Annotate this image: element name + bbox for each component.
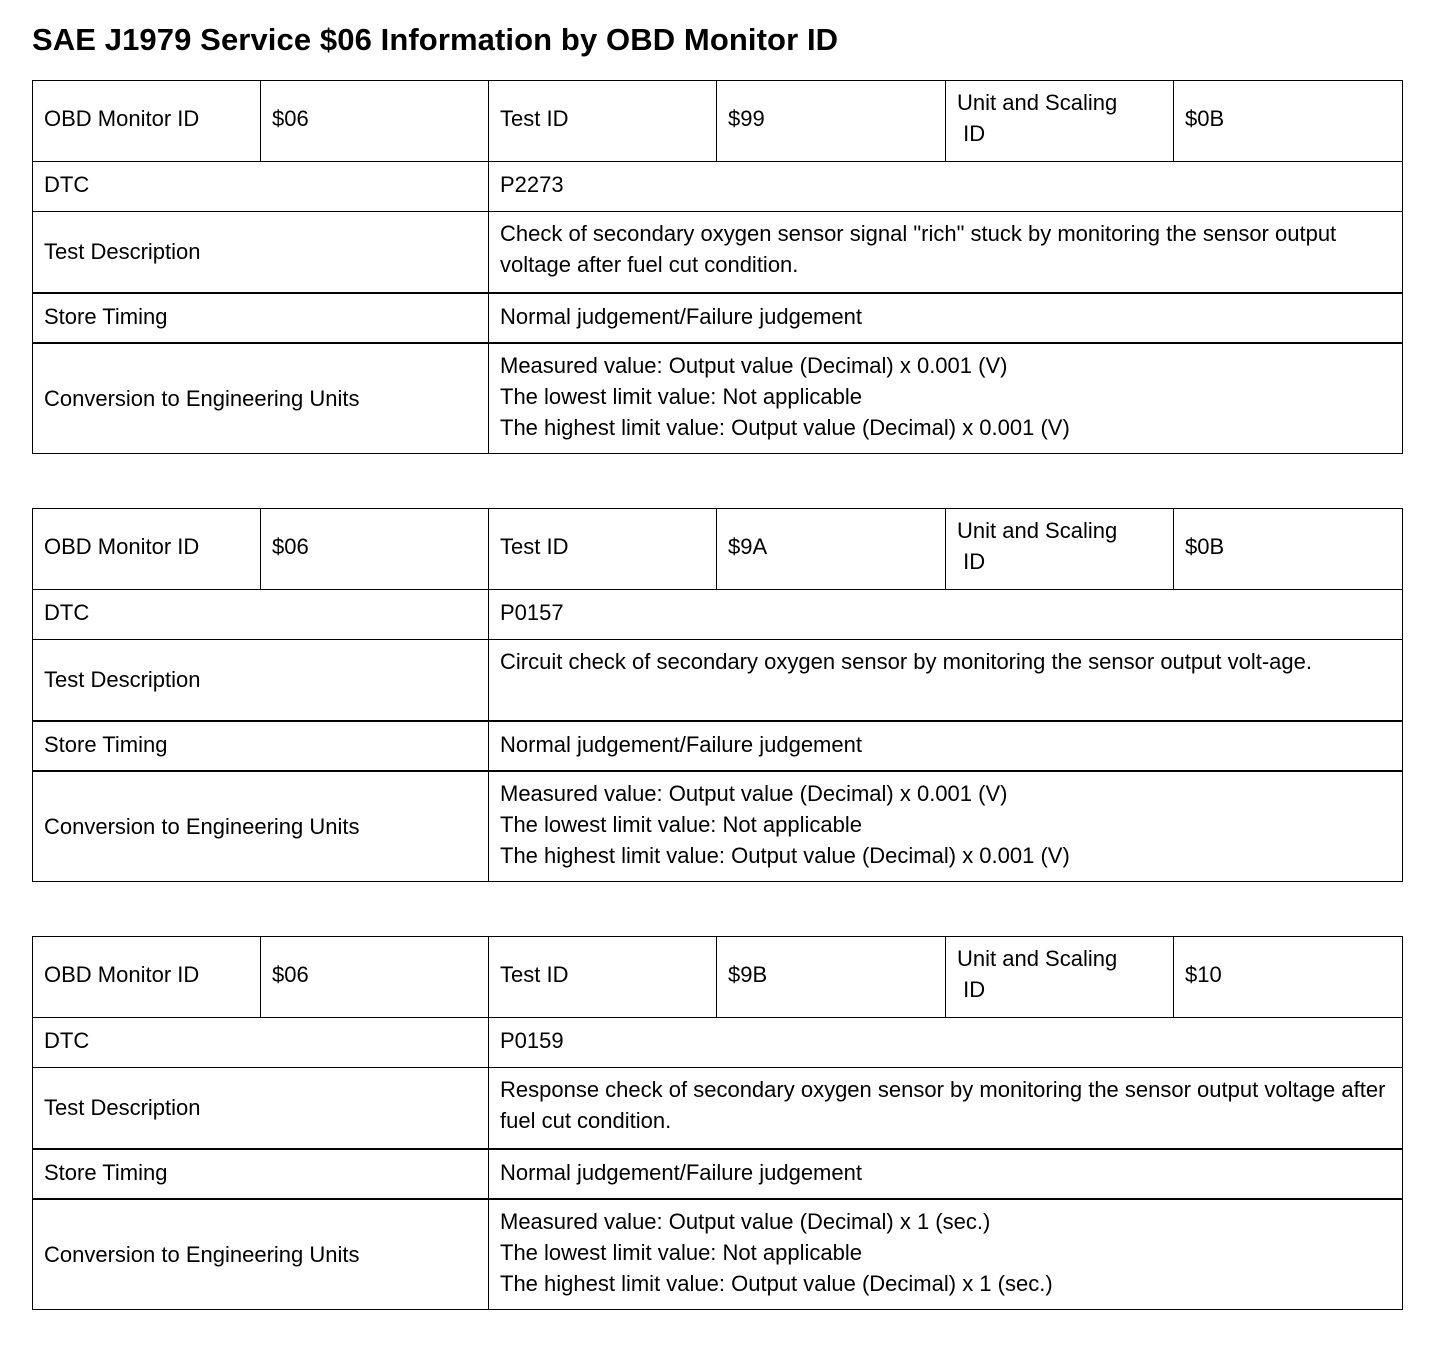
unit-scaling-label-line1: Unit and Scaling: [957, 90, 1118, 115]
store-timing-label: Store Timing: [33, 721, 489, 771]
unit-scaling-label-line1: Unit and Scaling: [957, 946, 1118, 971]
test-description-label: Test Description: [33, 212, 489, 293]
unit-scaling-id-value: $0B: [1174, 81, 1403, 162]
test-description-value: Response check of secondary oxygen sensor by monitoring the sensor output voltage after fuel cut condition.: [489, 1068, 1403, 1149]
dtc-row: [33, 162, 1403, 212]
monitor-table: [32, 508, 1403, 882]
dtc-label: DTC: [33, 162, 489, 212]
dtc-row: [33, 590, 1403, 640]
dtc-value: P0159: [489, 1018, 1403, 1068]
unit-scaling-label-line2: ID: [957, 977, 986, 1002]
measured-value-line: Measured value: Output value (Decimal) x 0.001 (V): [500, 780, 1008, 806]
header-row: [33, 937, 1403, 1018]
store-timing-value: Normal judgement/Failure judgement: [489, 1149, 1403, 1199]
store-timing-row: [33, 721, 1403, 771]
conversion-row: [33, 771, 1403, 882]
obd-monitor-id-label: OBD Monitor ID: [33, 509, 261, 590]
dtc-value: P0157: [489, 590, 1403, 640]
test-id-value: $99: [717, 81, 946, 162]
conversion-value: [489, 1199, 1403, 1310]
obd-monitor-id-value: $06: [261, 509, 489, 590]
obd-monitor-id-value: $06: [261, 81, 489, 162]
unit-scaling-id-value: $10: [1174, 937, 1403, 1018]
dtc-label: DTC: [33, 1018, 489, 1068]
store-timing-row: [33, 1149, 1403, 1199]
test-description-label: Test Description: [33, 1068, 489, 1149]
conversion-value: [489, 343, 1403, 454]
test-id-label: Test ID: [489, 937, 717, 1018]
lowest-limit-line: The lowest limit value: Not applicable: [500, 811, 862, 837]
test-id-label: Test ID: [489, 81, 717, 162]
monitor-table: [32, 80, 1403, 454]
measured-value-line: Measured value: Output value (Decimal) x 0.001 (V): [500, 352, 1008, 378]
unit-scaling-label-line2: ID: [957, 121, 986, 146]
unit-scaling-id-label: [946, 509, 1174, 590]
unit-scaling-id-label: [946, 937, 1174, 1018]
unit-scaling-label-line2: ID: [957, 549, 986, 574]
obd-monitor-id-label: OBD Monitor ID: [33, 937, 261, 1018]
conversion-value: [489, 771, 1403, 882]
test-description-label: Test Description: [33, 640, 489, 721]
service-06-tables: [32, 80, 1402, 1364]
conversion-row: [33, 343, 1403, 454]
conversion-row: [33, 1199, 1403, 1310]
test-description-value: Circuit check of secondary oxygen sensor by monitoring the sensor output volt-age.: [489, 640, 1403, 721]
highest-limit-line: The highest limit value: Output value (Decimal) x 0.001 (V): [500, 414, 1070, 440]
test-description-row: [33, 212, 1403, 293]
test-description-row: [33, 1068, 1403, 1149]
highest-limit-line: The highest limit value: Output value (Decimal) x 1 (sec.): [500, 1270, 1053, 1296]
store-timing-label: Store Timing: [33, 1149, 489, 1199]
dtc-value: P2273: [489, 162, 1403, 212]
dtc-label: DTC: [33, 590, 489, 640]
unit-scaling-id-label: [946, 81, 1174, 162]
conversion-label: Conversion to Engineering Units: [33, 343, 489, 454]
highest-limit-line: The highest limit value: Output value (Decimal) x 0.001 (V): [500, 842, 1070, 868]
store-timing-row: [33, 293, 1403, 343]
lowest-limit-line: The lowest limit value: Not applicable: [500, 1239, 862, 1265]
unit-scaling-id-value: $0B: [1174, 509, 1403, 590]
store-timing-label: Store Timing: [33, 293, 489, 343]
lowest-limit-line: The lowest limit value: Not applicable: [500, 383, 862, 409]
unit-scaling-label-line1: Unit and Scaling: [957, 518, 1118, 543]
store-timing-value: Normal judgement/Failure judgement: [489, 721, 1403, 771]
monitor-table: [32, 936, 1403, 1310]
test-id-value: $9A: [717, 509, 946, 590]
test-id-label: Test ID: [489, 509, 717, 590]
obd-monitor-id-label: OBD Monitor ID: [33, 81, 261, 162]
page-title: SAE J1979 Service $06 Information by OBD Monitor ID: [32, 22, 839, 57]
conversion-label: Conversion to Engineering Units: [33, 771, 489, 882]
store-timing-value: Normal judgement/Failure judgement: [489, 293, 1403, 343]
header-row: [33, 81, 1403, 162]
dtc-row: [33, 1018, 1403, 1068]
conversion-label: Conversion to Engineering Units: [33, 1199, 489, 1310]
test-description-row: [33, 640, 1403, 721]
test-description-value: Check of secondary oxygen sensor signal "rich" stuck by monitoring the sensor output voltage after fuel cut condition.: [489, 212, 1403, 293]
test-id-value: $9B: [717, 937, 946, 1018]
measured-value-line: Measured value: Output value (Decimal) x 1 (sec.): [500, 1208, 991, 1234]
header-row: [33, 509, 1403, 590]
obd-monitor-id-value: $06: [261, 937, 489, 1018]
